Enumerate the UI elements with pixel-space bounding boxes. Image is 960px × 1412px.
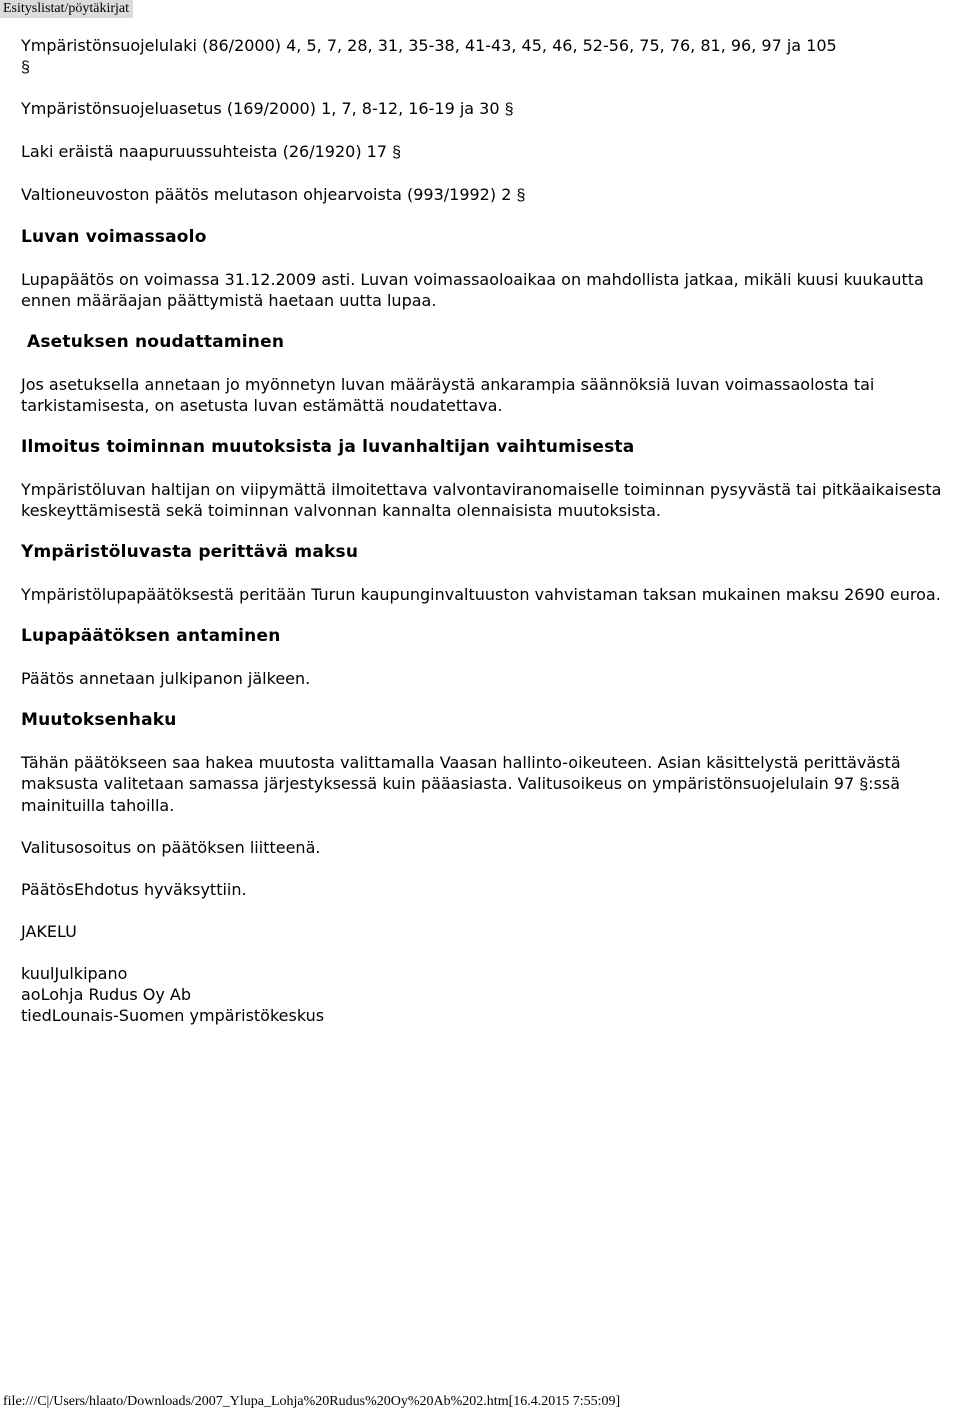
section-sign: § bbox=[516, 187, 526, 204]
appeal-text-main: Tähän päätökseen saa hakea muutosta valittamalla Vaasan hallinto-oikeuteen. Asian käsittelystä perittävästä maksusta valitetaan samassa järjestyksessä kuin pääasiasta. Valitusoikeus on ympäristönsuojelulain 97 bbox=[21, 753, 901, 793]
statute-line bbox=[21, 35, 946, 78]
heading-validity: Luvan voimassaolo bbox=[21, 227, 207, 247]
statute-text: Ympäristönsuojelulaki (86/2000) 4, 5, 7, 28, 31, 35-38, 41-43, 45, 46, 52-56, 75, 76, 81, 96, 97 ja 105 bbox=[21, 36, 837, 55]
decree-text: Jos asetuksella annetaan jo myönnetyn luvan määräystä ankarampia säännöksiä luvan voimassaolosta tai tarkistamisesta, on asetusta luvan estämättä noudatettava. bbox=[21, 375, 875, 415]
statute-text: Valtioneuvoston päätös melutason ohjearvoista (993/1992) 2 bbox=[21, 185, 512, 204]
print-footer-path: file:///C|/Users/hlaato/Downloads/2007_Ylupa_Lohja%20Rudus%20Oy%20Ab%202.htm[16.4.2015 7:55:09] bbox=[3, 1394, 621, 1409]
heading-notice: Ilmoitus toiminnan muutoksista ja luvanhaltijan vaihtumisesta bbox=[21, 437, 635, 457]
validity-text: Lupapäätös on voimassa 31.12.2009 asti. Luvan voimassaoloaikaa on mahdollista jatkaa, mikäli kuusi kuukautta ennen määräajan päättymistä haetaan uutta lupaa. bbox=[21, 270, 924, 310]
fee-text: Ympäristölupapäätöksestä peritään Turun kaupunginvaltuuston vahvistaman taksan mukainen maksu 2690 euroa. bbox=[21, 585, 941, 604]
heading-fee: Ympäristöluvasta perittävä maksu bbox=[21, 542, 359, 562]
heading-appeal: Muutoksenhaku bbox=[21, 710, 177, 730]
statute-text: Ympäristönsuojeluasetus (169/2000) 1, 7, 8-12, 16-19 ja 30 bbox=[21, 99, 500, 118]
appeal-text-end: :ssä mainituilla tahoilla. bbox=[21, 774, 901, 815]
statute-text: Laki eräistä naapuruussuhteista (26/1920) 17 bbox=[21, 142, 388, 161]
section-sign: § bbox=[859, 776, 869, 793]
list-item: kuulJulkipano bbox=[21, 964, 128, 983]
issuance-text: Päätös annetaan julkipanon jälkeen. bbox=[21, 669, 311, 688]
statute-line bbox=[21, 98, 946, 120]
notice-text: Ympäristöluvan haltijan on viipymättä ilmoitettava valvontaviranomaiselle toiminnan pysyvästä tai pitkäaikaisesta keskeyttämisestä sekä toiminnan valvonnan kannalta olennaisista muutoksista. bbox=[21, 480, 942, 520]
heading-issuance: Lupapäätöksen antaminen bbox=[21, 626, 281, 646]
decision-text: PäätösEhdotus hyväksyttiin. bbox=[21, 880, 247, 899]
attachment-text: Valitusosoitus on päätöksen liitteenä. bbox=[21, 838, 321, 857]
document-body bbox=[21, 35, 946, 1047]
print-header-title: Esityslistat/pöytäkirjat bbox=[0, 0, 133, 18]
section-sign: § bbox=[21, 59, 30, 76]
distribution-list bbox=[21, 963, 946, 1026]
heading-decree: Asetuksen noudattaminen bbox=[27, 332, 285, 352]
appeal-text bbox=[21, 752, 946, 816]
statute-line bbox=[21, 141, 946, 163]
section-sign: § bbox=[504, 101, 514, 118]
section-sign: § bbox=[392, 144, 402, 161]
list-item: tiedLounais-Suomen ympäristökeskus bbox=[21, 1006, 325, 1025]
list-item: aoLohja Rudus Oy Ab bbox=[21, 985, 191, 1004]
distribution-heading: JAKELU bbox=[21, 922, 77, 941]
statute-line bbox=[21, 184, 946, 206]
